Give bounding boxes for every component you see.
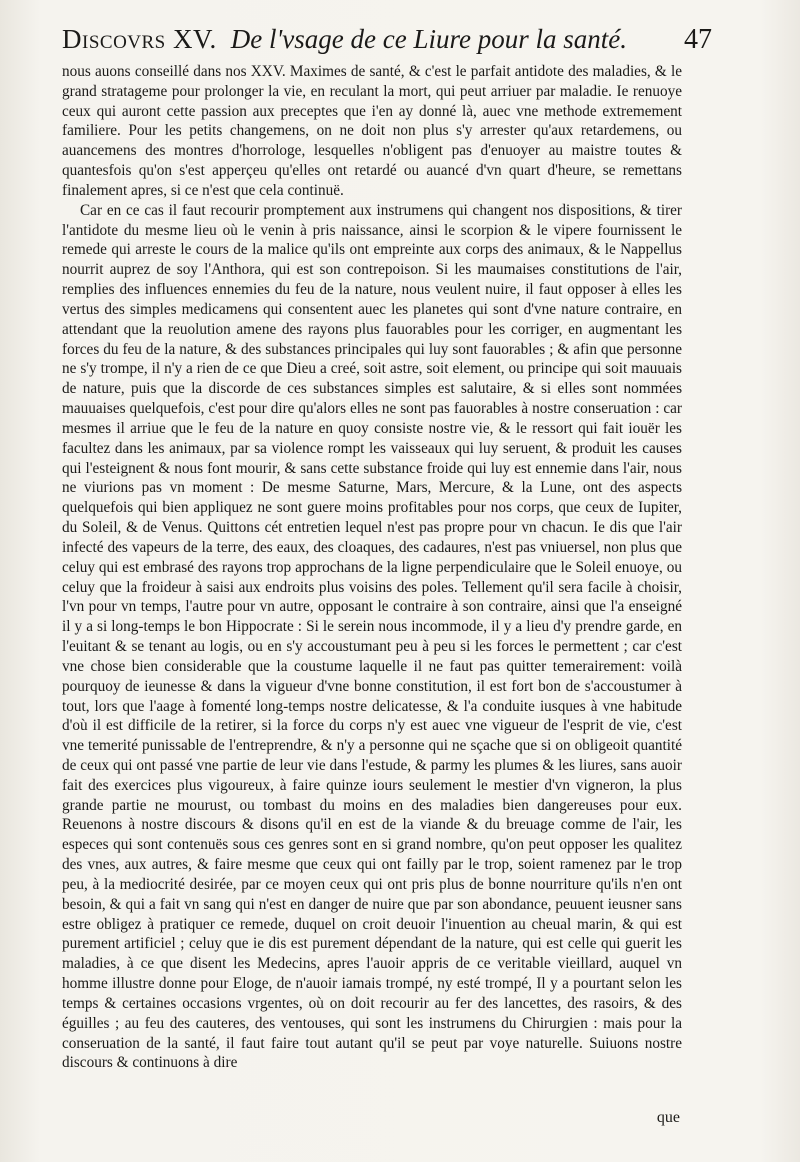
page-number: 47 xyxy=(684,24,712,55)
paragraph: nous auons conseillé dans nos XXV. Maximes de santé, & c'est le parfait antidote des maladies, & le grand stratageme pour prolonger la vie, en reculant la mort, qui peut arriuer par maladie. Ie renuoye ceux qui auront cette passion aux preceptes que i'en ay donné là, auec vne methode extremement familiere. Pour les petits changemens, on ne doit non plus s'y arrester qu'aux retardemens, ou auancemens des montres d'horrologe, lesquelles n'obligent pas d'enuoyer au maistre toutes & quantesfois qu'on s'est apperçeu qu'elles ont retardé ou auancé d'vn quart d'heure, se remettans finalement apres, si ce n'est que cela continuë. xyxy=(62,63,682,199)
catchword: que xyxy=(656,1109,680,1126)
running-header xyxy=(62,24,712,64)
section-heading: Discovrs XV. xyxy=(62,24,217,54)
running-title: De l'vsage de ce Liure pour la santé. xyxy=(230,24,627,54)
body-text xyxy=(62,62,682,1073)
paragraph: Car en ce cas il faut recourir promptement aux instrumens qui changent nos dispositions, & tirer l'antidote du mesme lieu où le venin à pris naissance, ainsi le scorpion & le vipere fournissent le remede qui arreste le cours de la malice qu'ils ont empreinte aux corps des animaux, & le Nappellus nourrit auprez de soy l'Anthora, qui est son contrepoison. Si les maumaises constitutions de l'air, remplies des influences ennemies du feu de la nature, nous veulent nuire, il faut opposer à elles les vertus des simples medicamens qui consentent auec les planetes qui sont d'vne nature contraire, en attendant que la reuolution amene des rayons plus fauorables pour les corriger, en augmentant les forces du feu de la nature, & des substances principales qui luy sont fauorables ; & afin que personne ne s'y trompe, il n'y a rien de ce que Dieu a creé, soit astre, soit element, ou principe qui soit mauuais de nature, puis que la discorde de ces substances simples est salutaire, & si elles sont nommées mauuaises quelquefois, c'est pour dire qu'alors elles ne sont pas fauorables à nostre conseruation : car mesmes il arriue que le feu de la nature en quoy consiste nostre vie, & le ressort qui fait iouër les facultez dans les animaux, par sa violence rompt les vaisseaux qui luy seruent, & produit les causes qui l'esteignent & nous font mourir, & sans cette substance froide qui luy est ennemie dans l'air, nous ne viurions pas vn moment : De mesme Saturne, Mars, Mercure, & la Lune, ont des aspects quelquefois qui bien appliquez ne sont guere moins profitables pour nos corps, que ceux de Iupiter, du Soleil, & de Venus. Quittons cét entretien lequel n'est pas propre pour vn chacun. Ie dis que l'air infecté des vapeurs de la terre, des eaux, des cloaques, des cadaures, n'est pas vniuersel, non plus que celuy qui est embrasé des rayons trop approchans de la ligne perpendiculaire que le Soleil enuoye, ou celuy que la froideur à saisi aux endroits plus voisins des poles. Tellement qu'il sera facile à choisir, l'vn pour vn temps, l'autre pour vn autre, opposant le contraire à son contraire, ainsi que l'a enseigné il y a si long-temps le bon Hippocrate : Si le serein nous incommode, il y a lieu d'y prendre garde, en l'euitant & se tenant au logis, ou en s'y accoustumant peu à peu si les forces le permettent ; car c'est vne chose bien considerable que la coustume laquelle il ne faut pas quitter temerairement: voilà pourquoy de ieunesse & dans la vigueur d'vne bonne constitution, il est fort bon de s'accoustumer à tout, lors que l'aage à fomenté long-temps nostre delicatesse, & l'a conduite iusques à vne habitude d'où il est difficile de la retirer, si la force du corps n'y est auec vne vigueur de l'esprit de vie, c'est vne temerité punissable de l'entreprendre, & n'y a personne qui ne sçache que si on obligeoit quantité de ceux qui ont passé vne partie de leur vie dans l'estude, & parmy les plumes & les liures, sans auoir fait des exercices plus vigoureux, à faire quinze iours seulement le mestier d'vn vigneron, la plus grande partie ne mourust, ou tombast du moins en des maladies bien dangereuses pour eux. Reuenons à nostre discours & disons qu'il en est de la viande & du breuage comme de l'air, les especes qui sont contenuës sous ces genres sont en si grand nombre, qu'on peut opposer les qualitez des vnes, aux autres, & faire mesme que ceux qui ont failly par le trop, soient ramenez par le trop peu, à la mediocrité desirée, par ce moyen ceux qui ont pris plus de bonne nourriture qu'ils n'en ont besoin, & qui a fait vn sang qui n'est en danger de nuire que par son abondance, peuuent ieusner sans estre obligez à pratiquer ce remede, duquel on croit deuoir l'inuention au cheual marin, & qui est purement artificiel ; celuy que ie dis est purement dépendant de la nature, qui est celle qui guerit les maladies, à ce que disent les Medecins, apres l'auoir appris de ce veritable vieillard, auquel vn homme illustre donne pour Eloge, de n'auoir iamais trompé, ny esté trompé, Il y a pourtant selon les temps & certaines occasions vrgentes, où on doit recourir au fer des lancettes, des rasoirs, & des éguilles ; au feu des cauteres, des ventouses, qui sont les instrumens du Chirurgien : mais pour la conseruation de la santé, il faut faire tout autant qu'il se peut par voye naturelle. Suiuons nostre discours & continuons à dire xyxy=(62,201,682,1072)
